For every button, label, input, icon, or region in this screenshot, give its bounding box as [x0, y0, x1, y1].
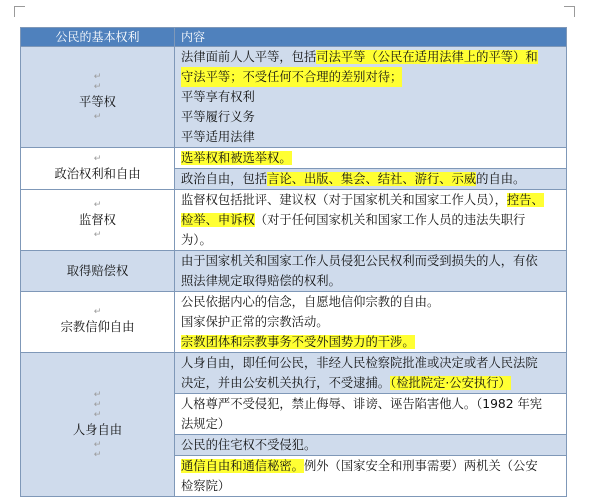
paragraph-mark: ↵ [93, 307, 102, 317]
highlighted-text: 言论、出版、集会、结社、游行、示威 [267, 172, 477, 186]
paragraph-mark: ↵ [93, 409, 102, 420]
highlighted-text: 检举、申诉权 [181, 213, 255, 227]
table-row [21, 47, 567, 148]
content-line: 人身自由，即任何公民，非经人民检察院批准或决定或者人民法院 [181, 356, 538, 370]
right-name: 政治权利和自由 [54, 166, 141, 181]
row-content-cell [175, 169, 567, 190]
table-header-row [21, 28, 567, 47]
content-line: 公民的住宅权不受侵犯。 [181, 438, 317, 452]
content-line: 人格尊严不受侵犯，禁止侮辱、诽谤、诬告陷害他人。（1982 年宪 [181, 397, 543, 411]
paragraph-mark: ↵ [93, 230, 102, 240]
content-line: 为）。 [181, 233, 212, 247]
highlighted-text: 宗教团体和宗教事务不受外国势力的干涉。 [181, 335, 415, 349]
row-content-cell [175, 435, 567, 456]
row-label-cell [21, 353, 175, 497]
row-content-cell [175, 456, 567, 497]
paragraph-mark: ↵ [93, 112, 102, 122]
row-label-cell [21, 251, 175, 292]
highlighted-text: 司法平等（公民在适用法律上的平等） [316, 50, 526, 64]
paragraph-mark: ↵ [93, 389, 102, 400]
table-row [21, 292, 567, 353]
highlighted-text: 选举权和被选举权。 [181, 151, 292, 165]
right-name: 监督权 [79, 213, 116, 227]
content-line [181, 373, 562, 393]
content-line [181, 210, 562, 230]
row-content-cell [175, 394, 567, 435]
text: 决定，并由公安机关执行，不受逮捕。 [181, 376, 391, 390]
header-rights: 公民的基本权利 [21, 28, 175, 47]
content-line: 国家保护正常的宗教活动。 [181, 315, 329, 329]
rights-table [20, 27, 567, 497]
table-row [21, 148, 567, 169]
text: 的自由。 [476, 172, 526, 186]
table-row [21, 190, 567, 251]
row-content-cell [175, 47, 567, 148]
row-content-cell [175, 190, 567, 251]
highlighted-text: 通信自由和通信秘密。 [181, 459, 304, 473]
content-line: 检察院） [181, 479, 231, 493]
highlighted-text: 守法平等；不受任何不合理的差别对待； [181, 67, 402, 87]
right-name: 宗教信仰自由 [60, 320, 135, 334]
highlighted-text: 控告、 [506, 193, 544, 207]
row-label-cell [21, 47, 175, 148]
content-line [181, 190, 562, 210]
row-content-cell [175, 251, 567, 292]
page-corner-mark-right [564, 6, 575, 17]
content-line [181, 47, 562, 67]
content-line [181, 332, 562, 352]
right-name: 人身自由 [72, 422, 123, 437]
paragraph-mark: ↵ [93, 153, 102, 164]
row-content-cell [175, 353, 567, 394]
paragraph-mark: ↵ [93, 399, 102, 410]
content-line: 平等适用法律 [181, 130, 255, 144]
text: 政治自由，包括 [181, 172, 268, 186]
row-content-cell [175, 148, 567, 169]
text: 监督权包括批评、建议权（对于国家机关和国家工作人员）， [181, 193, 507, 207]
paragraph-mark: ↵ [93, 200, 102, 210]
header-content: 内容 [175, 28, 567, 47]
paragraph-mark: ↵ [93, 449, 102, 460]
text: （对于任何国家机关和国家工作人员的违法失职行 [254, 213, 526, 227]
content-line: 平等享有权利 [181, 90, 255, 104]
content-line: 照法律规定取得赔偿的权利。 [181, 274, 341, 288]
row-content-cell [175, 292, 567, 353]
content-line: 法规定） [181, 417, 231, 431]
content-line: 公民依据内心的信念，自愿地信仰宗教的自由。 [181, 295, 440, 309]
text: 法律面前人人平等，包括 [181, 50, 317, 64]
table-row [21, 353, 567, 394]
row-label-cell [21, 190, 175, 251]
row-label-cell [21, 292, 175, 353]
highlighted-text: 和 [525, 50, 538, 64]
paragraph-mark: ↵ [93, 72, 102, 82]
highlighted-text: （检批院定·公安执行） [390, 376, 511, 390]
text: 例外（国家安全和刑事需要）两机关（公安 [303, 459, 538, 473]
paragraph-mark: ↵ [93, 439, 102, 450]
row-label-cell [21, 148, 175, 190]
paragraph-mark: ↵ [93, 82, 102, 92]
right-name: 平等权 [79, 95, 116, 109]
page-corner-mark-left [14, 6, 25, 17]
content-line: 平等履行义务 [181, 110, 255, 124]
content-line: 由于国家机关和国家工作人员侵犯公民权利而受到损失的人，有依 [181, 254, 538, 268]
right-name: 取得赔偿权 [66, 264, 129, 278]
content-line [181, 456, 562, 476]
table-row [21, 251, 567, 292]
